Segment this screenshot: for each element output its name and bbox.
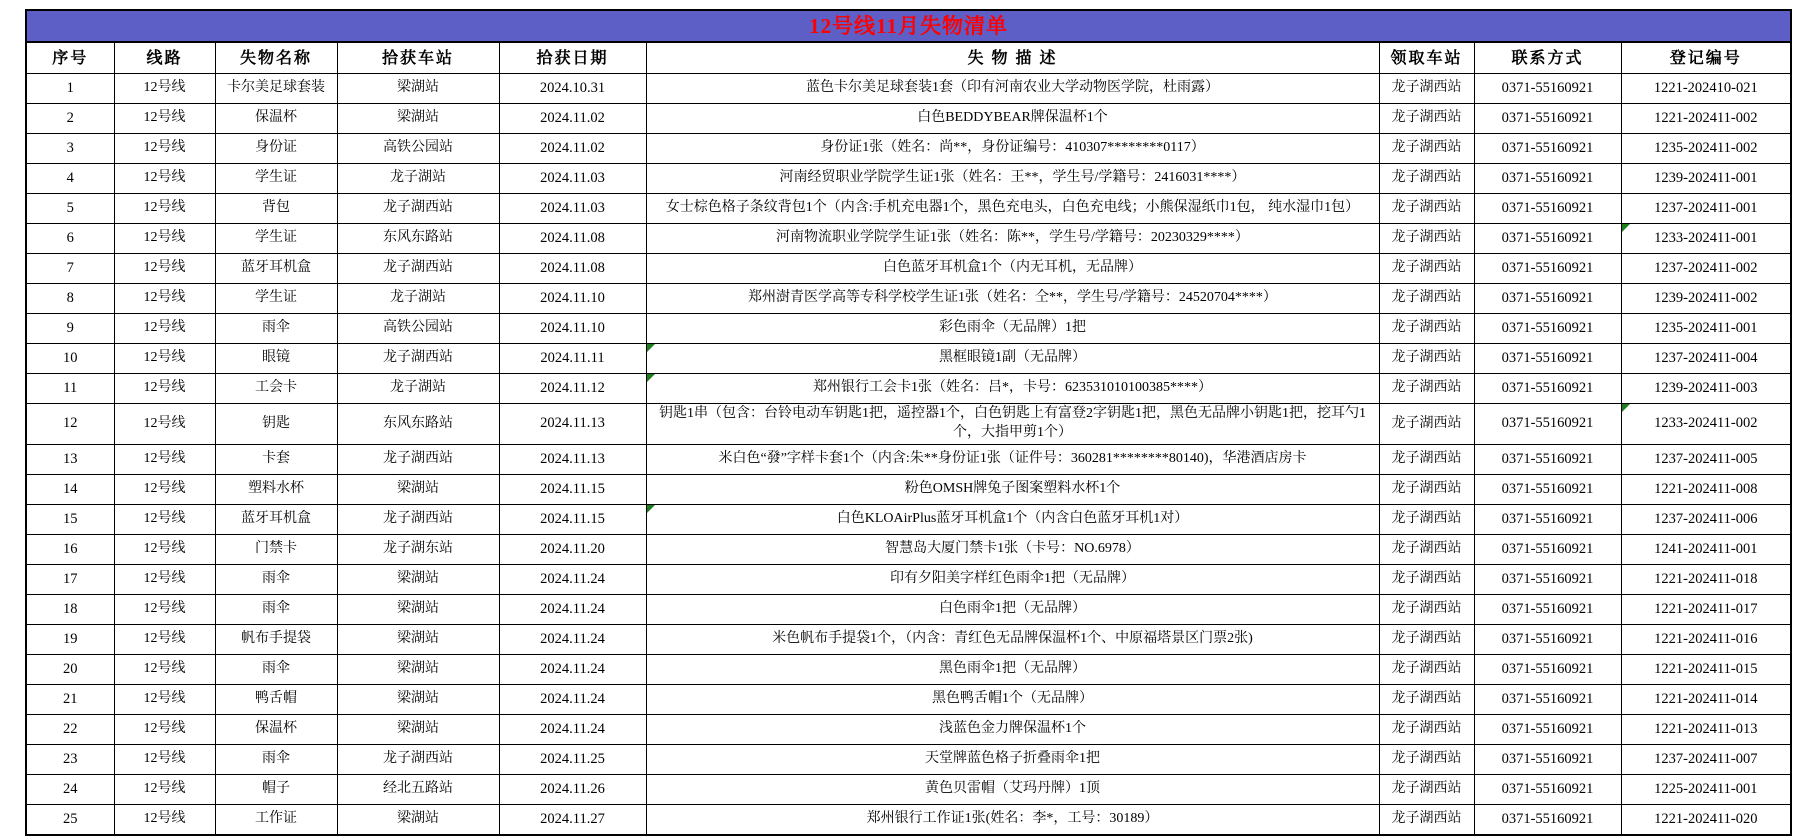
- cell-found-date[interactable]: 2024.11.08: [499, 224, 646, 254]
- cell-item-name[interactable]: 雨伞: [215, 565, 337, 595]
- cell-registration-no[interactable]: 1221-202411-015: [1621, 655, 1791, 685]
- table-row: [26, 805, 1791, 836]
- cell-line[interactable]: 12号线: [114, 775, 215, 805]
- cell-found-date[interactable]: 2024.11.11: [499, 344, 646, 374]
- cell-found-station[interactable]: 龙子湖西站: [337, 194, 499, 224]
- cell-pickup-station[interactable]: 龙子湖西站: [1379, 625, 1474, 655]
- cell-pickup-station[interactable]: 龙子湖西站: [1379, 715, 1474, 745]
- cell-pickup-station[interactable]: 龙子湖西站: [1379, 535, 1474, 565]
- cell-contact[interactable]: 0371-55160921: [1474, 625, 1621, 655]
- cell-found-date[interactable]: 2024.11.26: [499, 775, 646, 805]
- table-row: [26, 344, 1791, 374]
- table-row: [26, 565, 1791, 595]
- cell-line[interactable]: 12号线: [114, 224, 215, 254]
- cell-description[interactable]: 白色KLOAirPlus蓝牙耳机盒1个（内含白色蓝牙耳机1对）: [646, 505, 1379, 535]
- cell-found-date[interactable]: 2024.11.24: [499, 715, 646, 745]
- title-row: [26, 10, 1791, 42]
- table-row: [26, 104, 1791, 134]
- cell-contact[interactable]: 0371-55160921: [1474, 74, 1621, 104]
- cell-found-date[interactable]: 2024.11.03: [499, 194, 646, 224]
- cell-contact[interactable]: 0371-55160921: [1474, 505, 1621, 535]
- cell-item-name[interactable]: 工作证: [215, 805, 337, 836]
- cell-pickup-station[interactable]: 龙子湖西站: [1379, 745, 1474, 775]
- cell-contact[interactable]: 0371-55160921: [1474, 805, 1621, 836]
- spreadsheet-print-area: [25, 9, 1792, 836]
- table-row: [26, 194, 1791, 224]
- cell-line[interactable]: 12号线: [114, 374, 215, 404]
- cell-found-station[interactable]: 梁湖站: [337, 475, 499, 505]
- column-header-found-date: 拾获日期: [499, 42, 646, 74]
- cell-pickup-station[interactable]: 龙子湖西站: [1379, 284, 1474, 314]
- cell-found-date[interactable]: 2024.11.20: [499, 535, 646, 565]
- cell-description[interactable]: 浅蓝色金力牌保温杯1个: [646, 715, 1379, 745]
- table-row: [26, 595, 1791, 625]
- cell-line[interactable]: 12号线: [114, 655, 215, 685]
- cell-contact[interactable]: 0371-55160921: [1474, 655, 1621, 685]
- cell-error-indicator-icon: [1622, 224, 1630, 232]
- cell-registration-no[interactable]: 1237-202411-007: [1621, 745, 1791, 775]
- cell-error-indicator-icon: [647, 505, 655, 513]
- cell-line[interactable]: 12号线: [114, 805, 215, 836]
- cell-found-date[interactable]: 2024.11.24: [499, 655, 646, 685]
- cell-item-name[interactable]: 雨伞: [215, 745, 337, 775]
- cell-item-name[interactable]: 塑料水杯: [215, 475, 337, 505]
- cell-found-date[interactable]: 2024.11.24: [499, 685, 646, 715]
- cell-item-name[interactable]: 钥匙: [215, 404, 337, 445]
- cell-item-name[interactable]: 背包: [215, 194, 337, 224]
- cell-description[interactable]: 钥匙1串（包含：台铃电动车钥匙1把，遥控器1个，白色钥匙上有富登2字钥匙1把，黑色无品牌小钥匙1把，挖耳勺1个，大指甲剪1个）: [646, 404, 1379, 445]
- cell-found-date[interactable]: 2024.10.31: [499, 74, 646, 104]
- cell-found-date[interactable]: 2024.11.13: [499, 404, 646, 445]
- cell-registration-no[interactable]: 1239-202411-002: [1621, 284, 1791, 314]
- cell-description[interactable]: 米白色“發”字样卡套1个（内含:朱**身份证1张（证件号：360281********80140)，华港酒店房卡: [646, 445, 1379, 475]
- column-header-registration-no: 登记编号: [1621, 42, 1791, 74]
- column-header-contact: 联系方式: [1474, 42, 1621, 74]
- table-row: [26, 164, 1791, 194]
- cell-item-name[interactable]: 工会卡: [215, 374, 337, 404]
- cell-description[interactable]: 白色蓝牙耳机盒1个（内无耳机，无品牌）: [646, 254, 1379, 284]
- cell-contact[interactable]: 0371-55160921: [1474, 535, 1621, 565]
- table-row: [26, 685, 1791, 715]
- column-header-found-station: 拾获车站: [337, 42, 499, 74]
- cell-serial[interactable]: 9: [26, 314, 114, 344]
- cell-contact[interactable]: 0371-55160921: [1474, 164, 1621, 194]
- cell-description[interactable]: 米色帆布手提袋1个，（内含：青红色无品牌保温杯1个、中原福塔景区门票2张): [646, 625, 1379, 655]
- cell-contact[interactable]: 0371-55160921: [1474, 715, 1621, 745]
- cell-found-station[interactable]: 梁湖站: [337, 715, 499, 745]
- cell-description[interactable]: 黑色雨伞1把（无品牌）: [646, 655, 1379, 685]
- cell-registration-no[interactable]: 1241-202411-001: [1621, 535, 1791, 565]
- table-row: [26, 374, 1791, 404]
- cell-serial[interactable]: 22: [26, 715, 114, 745]
- cell-registration-no[interactable]: 1221-202411-002: [1621, 104, 1791, 134]
- cell-description[interactable]: 蓝色卡尔美足球套装1套（印有河南农业大学动物医学院，杜雨露）: [646, 74, 1379, 104]
- cell-found-date[interactable]: 2024.11.08: [499, 254, 646, 284]
- cell-description[interactable]: 白色BEDDYBEAR牌保温杯1个: [646, 104, 1379, 134]
- cell-description[interactable]: 河南物流职业学院学生证1张（姓名：陈**，学生号/学籍号：20230329****）: [646, 224, 1379, 254]
- cell-line[interactable]: 12号线: [114, 314, 215, 344]
- cell-description[interactable]: 黑色鸭舌帽1个（无品牌）: [646, 685, 1379, 715]
- cell-pickup-station[interactable]: 龙子湖西站: [1379, 655, 1474, 685]
- cell-registration-no[interactable]: 1233-202411-002: [1621, 404, 1791, 445]
- cell-serial[interactable]: 4: [26, 164, 114, 194]
- cell-contact[interactable]: 0371-55160921: [1474, 685, 1621, 715]
- cell-found-station[interactable]: 龙子湖西站: [337, 505, 499, 535]
- cell-registration-no[interactable]: 1235-202411-002: [1621, 134, 1791, 164]
- cell-found-station[interactable]: 龙子湖站: [337, 164, 499, 194]
- table-row: [26, 655, 1791, 685]
- header-row: [26, 42, 1791, 74]
- cell-description[interactable]: 印有夕阳美字样红色雨伞1把（无品牌）: [646, 565, 1379, 595]
- cell-serial[interactable]: 1: [26, 74, 114, 104]
- cell-description[interactable]: 河南经贸职业学院学生证1张（姓名：王**，学生号/学籍号：2416031****）: [646, 164, 1379, 194]
- table-row: [26, 74, 1791, 104]
- cell-registration-no[interactable]: 1225-202411-001: [1621, 775, 1791, 805]
- cell-serial[interactable]: 14: [26, 475, 114, 505]
- cell-serial[interactable]: 20: [26, 655, 114, 685]
- lost-items-table: [25, 9, 1792, 836]
- cell-serial[interactable]: 6: [26, 224, 114, 254]
- cell-description[interactable]: 智慧岛大厦门禁卡1张（卡号：NO.6978）: [646, 535, 1379, 565]
- cell-serial[interactable]: 16: [26, 535, 114, 565]
- cell-serial[interactable]: 19: [26, 625, 114, 655]
- cell-item-name[interactable]: 眼镜: [215, 344, 337, 374]
- column-header-description: 失 物 描 述: [646, 42, 1379, 74]
- cell-line[interactable]: 12号线: [114, 595, 215, 625]
- cell-serial[interactable]: 13: [26, 445, 114, 475]
- table-row: [26, 745, 1791, 775]
- cell-found-date[interactable]: 2024.11.24: [499, 565, 646, 595]
- column-header-line: 线路: [114, 42, 215, 74]
- cell-line[interactable]: 12号线: [114, 74, 215, 104]
- cell-contact[interactable]: 0371-55160921: [1474, 194, 1621, 224]
- cell-serial[interactable]: 10: [26, 344, 114, 374]
- cell-registration-no[interactable]: 1221-202411-013: [1621, 715, 1791, 745]
- cell-item-name[interactable]: 学生证: [215, 284, 337, 314]
- cell-line[interactable]: 12号线: [114, 164, 215, 194]
- cell-item-name[interactable]: 帆布手提袋: [215, 625, 337, 655]
- cell-line[interactable]: 12号线: [114, 625, 215, 655]
- cell-description[interactable]: 粉色OMSH牌兔子图案塑料水杯1个: [646, 475, 1379, 505]
- cell-serial[interactable]: 12: [26, 404, 114, 445]
- cell-contact[interactable]: 0371-55160921: [1474, 775, 1621, 805]
- cell-description[interactable]: 天堂牌蓝色格子折叠雨伞1把: [646, 745, 1379, 775]
- cell-found-station[interactable]: 龙子湖西站: [337, 344, 499, 374]
- table-row: [26, 404, 1791, 445]
- cell-item-name[interactable]: 蓝牙耳机盒: [215, 505, 337, 535]
- cell-serial[interactable]: 3: [26, 134, 114, 164]
- cell-description[interactable]: 郑州银行工作证1张(姓名：李*，工号：30189）: [646, 805, 1379, 836]
- table-row: [26, 284, 1791, 314]
- cell-line[interactable]: 12号线: [114, 104, 215, 134]
- cell-registration-no[interactable]: 1233-202411-001: [1621, 224, 1791, 254]
- table-row: [26, 254, 1791, 284]
- cell-pickup-station[interactable]: 龙子湖西站: [1379, 505, 1474, 535]
- cell-found-date[interactable]: 2024.11.15: [499, 505, 646, 535]
- cell-serial[interactable]: 8: [26, 284, 114, 314]
- cell-item-name[interactable]: 雨伞: [215, 595, 337, 625]
- cell-registration-no[interactable]: 1239-202411-003: [1621, 374, 1791, 404]
- cell-found-station[interactable]: 梁湖站: [337, 104, 499, 134]
- cell-contact[interactable]: 0371-55160921: [1474, 745, 1621, 775]
- cell-error-indicator-icon: [647, 344, 655, 352]
- cell-line[interactable]: 12号线: [114, 134, 215, 164]
- cell-line[interactable]: 12号线: [114, 445, 215, 475]
- cell-pickup-station[interactable]: 龙子湖西站: [1379, 685, 1474, 715]
- cell-serial[interactable]: 15: [26, 505, 114, 535]
- cell-found-date[interactable]: 2024.11.03: [499, 164, 646, 194]
- cell-pickup-station[interactable]: 龙子湖西站: [1379, 374, 1474, 404]
- cell-serial[interactable]: 21: [26, 685, 114, 715]
- cell-pickup-station[interactable]: 龙子湖西站: [1379, 404, 1474, 445]
- cell-line[interactable]: 12号线: [114, 715, 215, 745]
- cell-item-name[interactable]: 帽子: [215, 775, 337, 805]
- cell-found-station[interactable]: 梁湖站: [337, 595, 499, 625]
- cell-pickup-station[interactable]: 龙子湖西站: [1379, 445, 1474, 475]
- cell-registration-no[interactable]: 1239-202411-001: [1621, 164, 1791, 194]
- cell-pickup-station[interactable]: 龙子湖西站: [1379, 104, 1474, 134]
- cell-contact[interactable]: 0371-55160921: [1474, 445, 1621, 475]
- cell-pickup-station[interactable]: 龙子湖西站: [1379, 74, 1474, 104]
- cell-pickup-station[interactable]: 龙子湖西站: [1379, 805, 1474, 836]
- cell-pickup-station[interactable]: 龙子湖西站: [1379, 595, 1474, 625]
- cell-registration-no[interactable]: 1237-202411-001: [1621, 194, 1791, 224]
- cell-item-name[interactable]: 保温杯: [215, 104, 337, 134]
- cell-found-date[interactable]: 2024.11.13: [499, 445, 646, 475]
- cell-line[interactable]: 12号线: [114, 254, 215, 284]
- cell-pickup-station[interactable]: 龙子湖西站: [1379, 565, 1474, 595]
- cell-line[interactable]: 12号线: [114, 194, 215, 224]
- cell-found-station[interactable]: 梁湖站: [337, 655, 499, 685]
- cell-item-name[interactable]: 雨伞: [215, 314, 337, 344]
- cell-found-date[interactable]: 2024.11.02: [499, 104, 646, 134]
- cell-found-station[interactable]: 高铁公园站: [337, 314, 499, 344]
- cell-item-name[interactable]: 鸭舌帽: [215, 685, 337, 715]
- cell-contact[interactable]: 0371-55160921: [1474, 565, 1621, 595]
- cell-pickup-station[interactable]: 龙子湖西站: [1379, 254, 1474, 284]
- table-row: [26, 475, 1791, 505]
- cell-line[interactable]: 12号线: [114, 475, 215, 505]
- cell-registration-no[interactable]: 1221-202410-021: [1621, 74, 1791, 104]
- cell-registration-no[interactable]: 1235-202411-001: [1621, 314, 1791, 344]
- cell-serial[interactable]: 5: [26, 194, 114, 224]
- cell-registration-no[interactable]: 1221-202411-014: [1621, 685, 1791, 715]
- column-header-item-name: 失物名称: [215, 42, 337, 74]
- cell-contact[interactable]: 0371-55160921: [1474, 104, 1621, 134]
- cell-line[interactable]: 12号线: [114, 404, 215, 445]
- cell-line[interactable]: 12号线: [114, 565, 215, 595]
- cell-pickup-station[interactable]: 龙子湖西站: [1379, 344, 1474, 374]
- cell-line[interactable]: 12号线: [114, 505, 215, 535]
- cell-description[interactable]: 白色雨伞1把（无品牌）: [646, 595, 1379, 625]
- cell-line[interactable]: 12号线: [114, 284, 215, 314]
- cell-registration-no[interactable]: 1237-202411-002: [1621, 254, 1791, 284]
- cell-contact[interactable]: 0371-55160921: [1474, 314, 1621, 344]
- cell-line[interactable]: 12号线: [114, 344, 215, 374]
- cell-found-date[interactable]: 2024.11.24: [499, 595, 646, 625]
- cell-pickup-station[interactable]: 龙子湖西站: [1379, 224, 1474, 254]
- cell-registration-no[interactable]: 1221-202411-020: [1621, 805, 1791, 836]
- table-row: [26, 625, 1791, 655]
- cell-pickup-station[interactable]: 龙子湖西站: [1379, 164, 1474, 194]
- cell-description[interactable]: 黑框眼镜1副（无品牌）: [646, 344, 1379, 374]
- cell-found-station[interactable]: 龙子湖西站: [337, 445, 499, 475]
- cell-pickup-station[interactable]: 龙子湖西站: [1379, 314, 1474, 344]
- cell-found-date[interactable]: 2024.11.25: [499, 745, 646, 775]
- cell-serial[interactable]: 7: [26, 254, 114, 284]
- cell-item-name[interactable]: 卡尔美足球套装: [215, 74, 337, 104]
- cell-serial[interactable]: 25: [26, 805, 114, 836]
- cell-contact[interactable]: 0371-55160921: [1474, 254, 1621, 284]
- cell-pickup-station[interactable]: 龙子湖西站: [1379, 194, 1474, 224]
- cell-error-indicator-icon: [647, 374, 655, 382]
- cell-line[interactable]: 12号线: [114, 685, 215, 715]
- cell-line[interactable]: 12号线: [114, 535, 215, 565]
- cell-registration-no[interactable]: 1237-202411-005: [1621, 445, 1791, 475]
- cell-found-date[interactable]: 2024.11.02: [499, 134, 646, 164]
- cell-description[interactable]: 女士棕色格子条纹背包1个（内含:手机充电器1个，黑色充电头，白色充电线；小熊保湿纸巾1包， 纯水湿巾1包）: [646, 194, 1379, 224]
- cell-item-name[interactable]: 学生证: [215, 164, 337, 194]
- cell-contact[interactable]: 0371-55160921: [1474, 344, 1621, 374]
- cell-line[interactable]: 12号线: [114, 745, 215, 775]
- cell-serial[interactable]: 18: [26, 595, 114, 625]
- cell-found-date[interactable]: 2024.11.12: [499, 374, 646, 404]
- cell-found-date[interactable]: 2024.11.15: [499, 475, 646, 505]
- cell-found-station[interactable]: 龙子湖西站: [337, 745, 499, 775]
- table-row: [26, 775, 1791, 805]
- cell-found-station[interactable]: 龙子湖西站: [337, 254, 499, 284]
- cell-serial[interactable]: 2: [26, 104, 114, 134]
- cell-found-station[interactable]: 东风东路站: [337, 404, 499, 445]
- cell-item-name[interactable]: 保温杯: [215, 715, 337, 745]
- cell-contact[interactable]: 0371-55160921: [1474, 595, 1621, 625]
- cell-found-station[interactable]: 龙子湖站: [337, 284, 499, 314]
- cell-found-station[interactable]: 梁湖站: [337, 565, 499, 595]
- table-title: 12号线11月失物清单: [26, 10, 1791, 42]
- cell-description[interactable]: 郑州澍青医学高等专科学校学生证1张（姓名：仝**，学生号/学籍号：24520704****）: [646, 284, 1379, 314]
- cell-contact[interactable]: 0371-55160921: [1474, 284, 1621, 314]
- cell-serial[interactable]: 24: [26, 775, 114, 805]
- cell-found-date[interactable]: 2024.11.27: [499, 805, 646, 836]
- cell-description[interactable]: 身份证1张（姓名：尚**，身份证编号：410307********0117）: [646, 134, 1379, 164]
- cell-item-name[interactable]: 门禁卡: [215, 535, 337, 565]
- cell-registration-no[interactable]: 1221-202411-008: [1621, 475, 1791, 505]
- cell-serial[interactable]: 17: [26, 565, 114, 595]
- cell-error-indicator-icon: [1622, 404, 1630, 412]
- cell-found-date[interactable]: 2024.11.24: [499, 625, 646, 655]
- table-body: [26, 74, 1791, 835]
- cell-found-station[interactable]: 梁湖站: [337, 625, 499, 655]
- cell-registration-no[interactable]: 1221-202411-016: [1621, 625, 1791, 655]
- cell-registration-no[interactable]: 1221-202411-017: [1621, 595, 1791, 625]
- cell-found-station[interactable]: 经北五路站: [337, 775, 499, 805]
- cell-item-name[interactable]: 卡套: [215, 445, 337, 475]
- cell-found-station[interactable]: 梁湖站: [337, 805, 499, 836]
- cell-found-station[interactable]: 东风东路站: [337, 224, 499, 254]
- column-header-serial: 序号: [26, 42, 114, 74]
- table-row: [26, 505, 1791, 535]
- cell-found-date[interactable]: 2024.11.10: [499, 314, 646, 344]
- cell-found-station[interactable]: 梁湖站: [337, 74, 499, 104]
- cell-serial[interactable]: 23: [26, 745, 114, 775]
- cell-description[interactable]: 黄色贝雷帽（艾玛丹牌）1顶: [646, 775, 1379, 805]
- cell-pickup-station[interactable]: 龙子湖西站: [1379, 775, 1474, 805]
- cell-item-name[interactable]: 蓝牙耳机盒: [215, 254, 337, 284]
- cell-pickup-station[interactable]: 龙子湖西站: [1379, 134, 1474, 164]
- cell-pickup-station[interactable]: 龙子湖西站: [1379, 475, 1474, 505]
- cell-contact[interactable]: 0371-55160921: [1474, 224, 1621, 254]
- table-row: [26, 314, 1791, 344]
- cell-found-station[interactable]: 梁湖站: [337, 685, 499, 715]
- cell-found-station[interactable]: 龙子湖站: [337, 374, 499, 404]
- cell-found-station[interactable]: 高铁公园站: [337, 134, 499, 164]
- cell-registration-no[interactable]: 1221-202411-018: [1621, 565, 1791, 595]
- table-row: [26, 715, 1791, 745]
- column-header-pickup-station: 领取车站: [1379, 42, 1474, 74]
- cell-description[interactable]: 彩色雨伞（无品牌）1把: [646, 314, 1379, 344]
- table-row: [26, 535, 1791, 565]
- cell-contact[interactable]: 0371-55160921: [1474, 475, 1621, 505]
- table-row: [26, 445, 1791, 475]
- cell-item-name[interactable]: 雨伞: [215, 655, 337, 685]
- cell-found-station[interactable]: 龙子湖东站: [337, 535, 499, 565]
- cell-found-date[interactable]: 2024.11.10: [499, 284, 646, 314]
- cell-registration-no[interactable]: 1237-202411-006: [1621, 505, 1791, 535]
- cell-item-name[interactable]: 身份证: [215, 134, 337, 164]
- table-row: [26, 134, 1791, 164]
- cell-contact[interactable]: 0371-55160921: [1474, 404, 1621, 445]
- cell-contact[interactable]: 0371-55160921: [1474, 374, 1621, 404]
- cell-serial[interactable]: 11: [26, 374, 114, 404]
- cell-contact[interactable]: 0371-55160921: [1474, 134, 1621, 164]
- table-row: [26, 224, 1791, 254]
- cell-registration-no[interactable]: 1237-202411-004: [1621, 344, 1791, 374]
- cell-description[interactable]: 郑州银行工会卡1张（姓名：吕*，卡号：623531010100385****）: [646, 374, 1379, 404]
- cell-item-name[interactable]: 学生证: [215, 224, 337, 254]
